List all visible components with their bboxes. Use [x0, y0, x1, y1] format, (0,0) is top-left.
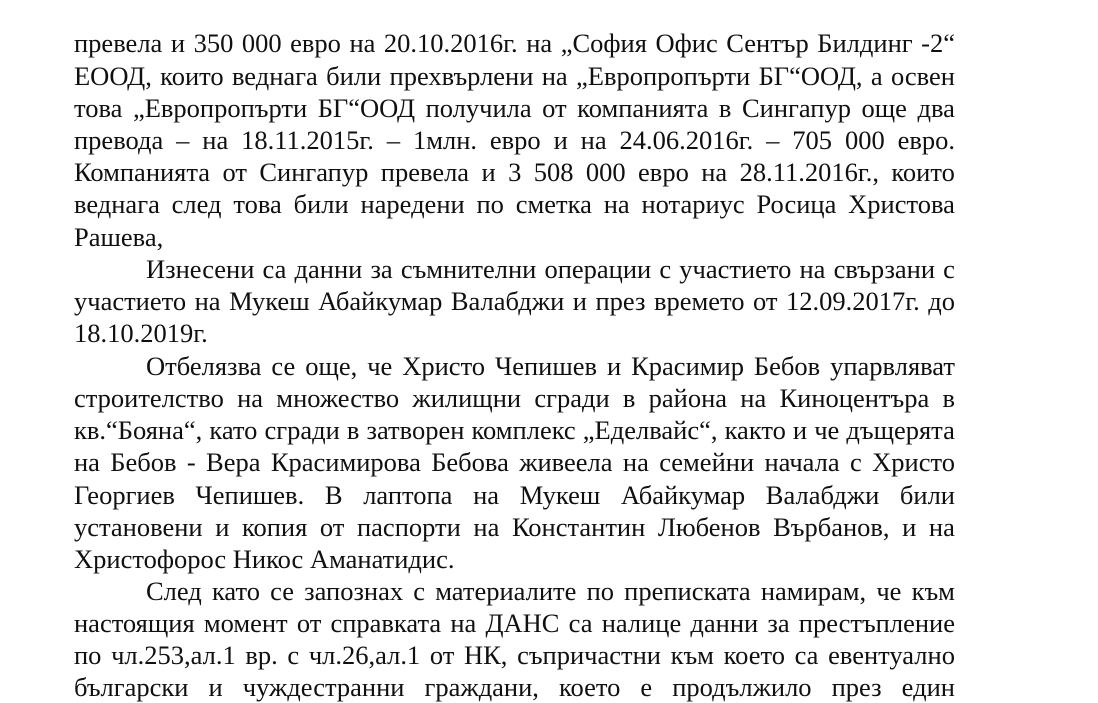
word: в	[942, 383, 955, 413]
word: които	[160, 61, 224, 91]
text-line-10: 18.10.2019г.	[74, 318, 208, 348]
word: паспорти	[356, 512, 461, 542]
word: и	[481, 157, 496, 187]
text-line-3	[74, 92, 955, 124]
word: били	[899, 480, 955, 510]
text-line-16	[74, 511, 955, 543]
word: Чепишев.	[195, 480, 305, 510]
word: „Европропърти	[132, 93, 308, 123]
word: получила	[425, 93, 532, 123]
word: от	[319, 512, 345, 542]
word: на	[799, 254, 826, 284]
word: в	[718, 93, 732, 123]
word: дъщерята	[846, 415, 955, 445]
word: 000	[844, 125, 885, 155]
word: начала	[764, 447, 840, 477]
word: Билдинг	[817, 28, 913, 58]
word: затворен	[366, 415, 465, 445]
text-line-18	[146, 575, 955, 607]
word: през	[831, 672, 882, 702]
word: по	[74, 640, 102, 670]
word: Валабджи	[450, 286, 565, 316]
word: на	[928, 512, 955, 542]
word: Христо	[402, 351, 486, 381]
word: Христова	[848, 189, 955, 219]
word: един	[901, 672, 955, 702]
word: на	[603, 189, 630, 219]
word: веднага	[231, 61, 318, 91]
word: копия	[241, 512, 308, 542]
word: че	[367, 351, 393, 381]
word: са	[568, 608, 593, 638]
word: 18.11.2015г.	[241, 125, 374, 155]
word: Абайкумар	[318, 286, 443, 316]
word: Бебова	[431, 447, 509, 477]
word: два	[917, 93, 955, 123]
word: 000	[241, 28, 282, 58]
word: и	[215, 512, 230, 542]
text-line-19	[74, 607, 955, 639]
word: 3	[508, 157, 522, 187]
word: установени	[74, 512, 203, 542]
word: на	[202, 125, 229, 155]
word: 1млн.	[412, 125, 478, 155]
word: –	[766, 125, 780, 155]
word: на	[580, 125, 607, 155]
word: чуждестранни	[242, 672, 405, 702]
word: справката	[330, 608, 442, 638]
word: –	[386, 125, 401, 155]
word: което	[723, 640, 785, 670]
text-line-12	[74, 382, 955, 414]
word: е	[640, 672, 653, 702]
word: Константин	[511, 512, 646, 542]
text-line-5	[74, 156, 955, 188]
word: продължило	[672, 672, 812, 702]
word: Любенов	[657, 512, 761, 542]
word: и	[902, 512, 917, 542]
word: свързани	[833, 254, 936, 284]
word: български	[74, 672, 189, 702]
word: данни	[294, 254, 363, 284]
word: 000	[585, 157, 626, 187]
word: Компанията	[74, 157, 211, 187]
word: „София	[560, 28, 647, 58]
word: на	[473, 480, 500, 510]
word: на	[473, 512, 500, 542]
word: това	[233, 189, 282, 219]
word: били	[293, 189, 349, 219]
word: евро	[489, 125, 541, 155]
word: момент	[203, 608, 288, 638]
word: ДАНС	[485, 608, 560, 638]
word: намирам,	[760, 576, 867, 606]
word: семейни	[659, 447, 755, 477]
word: Мукеш	[519, 480, 601, 510]
word: чл.26,ал.1	[308, 640, 421, 670]
word: от	[542, 93, 567, 123]
text-line-21	[74, 671, 955, 703]
word: в	[346, 415, 360, 445]
word: са	[262, 254, 287, 284]
word: превела	[74, 28, 163, 58]
word: НК,	[463, 640, 508, 670]
word: -2“	[921, 28, 955, 58]
word: Христо	[872, 447, 955, 477]
word: както	[724, 415, 786, 445]
word: на	[701, 157, 728, 187]
word: като	[209, 415, 258, 445]
word: запознах	[304, 576, 404, 606]
word: -	[186, 447, 196, 477]
word: от	[429, 640, 455, 670]
word: на	[237, 383, 264, 413]
word: Сентър	[726, 28, 809, 58]
word: били	[326, 61, 382, 91]
word: Чепишев	[495, 351, 598, 381]
word: Отбелязва	[146, 351, 262, 381]
word: с	[413, 576, 426, 606]
word: от	[222, 157, 247, 187]
word: След	[146, 576, 202, 606]
word: В	[324, 480, 343, 510]
word: участието	[74, 286, 187, 316]
word: Бебов	[110, 447, 177, 477]
word: Бебов	[753, 351, 821, 381]
word: съпричастни	[517, 640, 661, 670]
word: че	[814, 415, 840, 445]
word: комплекс	[471, 415, 576, 445]
word: настоящия	[74, 608, 195, 638]
word: към	[670, 640, 714, 670]
word: 508	[533, 157, 574, 187]
word: Офис	[655, 28, 718, 58]
word: 12.09.2017г.	[786, 286, 920, 316]
text-line-20	[74, 639, 955, 671]
word: след	[171, 189, 222, 219]
text-line-11	[146, 350, 955, 382]
word: Вера	[206, 447, 261, 477]
word: Валабджи	[765, 480, 880, 510]
text-line-2	[74, 60, 955, 92]
word: множество	[276, 383, 400, 413]
word: с	[659, 254, 672, 284]
word: Сингапур	[259, 157, 369, 187]
word: от	[296, 608, 322, 638]
text-line-4	[74, 124, 955, 156]
word: Мукеш	[229, 286, 310, 316]
word: евро	[638, 157, 689, 187]
word: наредени	[360, 189, 465, 219]
word: операции	[544, 254, 652, 284]
word: 350	[193, 28, 234, 58]
word: до	[928, 286, 955, 316]
word: на	[740, 383, 767, 413]
word: на	[541, 61, 568, 91]
word: евро	[290, 28, 341, 58]
word: още,	[305, 351, 358, 381]
word: се	[271, 351, 296, 381]
word: жилищни	[412, 383, 522, 413]
word: преписката	[624, 576, 751, 606]
word: 20.10.2016г.	[383, 28, 518, 58]
word: кв.“Бояна“,	[74, 415, 203, 445]
text-line-17: Христофорос Никос Аманатидис.	[74, 544, 455, 574]
word: от	[753, 286, 778, 316]
word: сгради	[534, 383, 610, 413]
text-line-7: Рашева,	[74, 222, 164, 252]
word: с	[287, 640, 300, 670]
text-line-8	[146, 253, 955, 285]
word: са	[794, 640, 819, 670]
word: се	[270, 576, 294, 606]
word: освен	[890, 61, 955, 91]
word: към	[911, 576, 955, 606]
word: строителство	[74, 383, 224, 413]
word: материалите	[435, 576, 577, 606]
word: на	[349, 28, 376, 58]
word: превела	[380, 157, 470, 187]
word: за	[767, 608, 790, 638]
word: Изнесени	[146, 254, 255, 284]
word: БГ“ООД,	[758, 61, 863, 91]
word: Киноцентъра	[779, 383, 930, 413]
word: като	[211, 576, 260, 606]
word: Сингапур	[741, 93, 851, 123]
word: което	[559, 672, 621, 702]
word: и	[572, 286, 587, 316]
word: ЕООД,	[74, 61, 152, 91]
word: на	[526, 28, 553, 58]
word: живеела	[519, 447, 613, 477]
word: Росица	[756, 189, 837, 219]
word: упарвляват	[830, 351, 955, 381]
word: престъпление	[798, 608, 955, 638]
word: граждани,	[424, 672, 539, 702]
word: налице	[601, 608, 682, 638]
word: вр.	[245, 640, 278, 670]
word: по	[476, 189, 504, 219]
word: още	[861, 93, 907, 123]
word: „Европропърти	[576, 61, 751, 91]
text-line-1	[74, 27, 955, 59]
word: в	[622, 383, 636, 413]
word: евро.	[897, 125, 955, 155]
word: евентуално	[828, 640, 955, 670]
word: на	[622, 447, 649, 477]
word: данни	[690, 608, 759, 638]
word: лаптопа	[363, 480, 453, 510]
word: а	[870, 61, 883, 91]
word: и	[170, 28, 186, 58]
word: през	[595, 286, 646, 316]
word: на	[194, 286, 221, 316]
word: и	[553, 125, 568, 155]
word: това	[74, 93, 123, 123]
word: Абайкумар	[620, 480, 746, 510]
word: участието	[679, 254, 792, 284]
word: и	[208, 672, 223, 702]
word: чл.253,ал.1	[111, 640, 236, 670]
word: които	[891, 157, 955, 187]
word: че	[876, 576, 902, 606]
word: нотариус	[641, 189, 745, 219]
word: съмнителни	[400, 254, 537, 284]
word: прехвърлени	[389, 61, 534, 91]
word: сметка	[515, 189, 592, 219]
word: Георгиев	[74, 480, 175, 510]
word: „Еделвайс“,	[582, 415, 718, 445]
text-line-13	[74, 414, 955, 446]
word: района	[648, 383, 728, 413]
word: с	[850, 447, 862, 477]
word: на	[74, 447, 100, 477]
word: Красимирова	[270, 447, 421, 477]
word: 24.06.2016г.	[619, 125, 754, 155]
word: превода	[74, 125, 164, 155]
text-line-14	[74, 446, 955, 478]
word: веднага	[74, 189, 160, 219]
word: компанията	[577, 93, 709, 123]
text-line-6	[74, 188, 955, 220]
text-line-15	[74, 479, 955, 511]
word: –	[176, 125, 190, 155]
word: времето	[653, 286, 745, 316]
word: 705	[792, 125, 833, 155]
word: за	[370, 254, 393, 284]
word: БГ“ООД	[317, 93, 416, 123]
word: с	[943, 254, 955, 284]
word: Красимир	[631, 351, 744, 381]
word: и	[606, 351, 622, 381]
text-line-9	[74, 285, 955, 317]
word: на	[450, 608, 477, 638]
word: сгради	[264, 415, 340, 445]
word: по	[586, 576, 614, 606]
word: 28.11.2016г.,	[739, 157, 879, 187]
word: Върбанов,	[773, 512, 890, 542]
word: и	[792, 415, 808, 445]
